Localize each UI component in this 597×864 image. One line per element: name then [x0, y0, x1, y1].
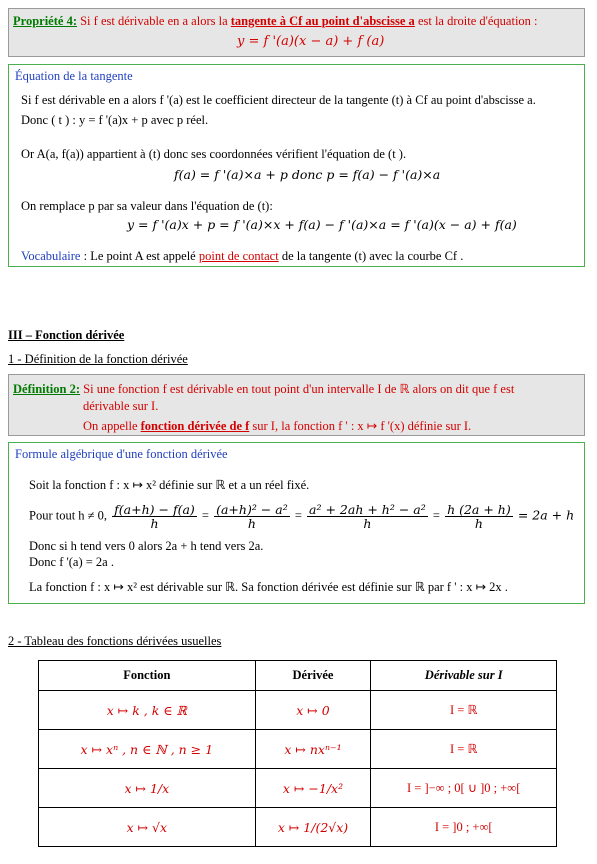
cell-derivative: x ↦ 0	[255, 691, 371, 730]
vocabulary-text2: de la tangente (t) avec la courbe Cf .	[278, 249, 464, 263]
formula-line-1: Soit la fonction f : x ↦ x² définie sur ℝ et a un réel fixé.	[29, 478, 310, 492]
fraction-3-den: h	[363, 516, 372, 532]
vocabulary-label: Vocabulaire	[21, 249, 81, 263]
definition-2-text3: On appelle	[83, 419, 141, 433]
table-row	[39, 691, 557, 730]
fraction-1-num: f(a+h) − f(a)	[114, 502, 195, 517]
property-4-label: Propriété 4:	[13, 14, 77, 28]
definition-2-text1: Si une fonction f est dérivable en tout point d'un intervalle I de ℝ alors on dit que f est	[80, 382, 515, 396]
definition-2-line-2: dérivable sur I.	[83, 399, 159, 413]
property-4-equation: y = f '(a)(x − a) + f (a)	[237, 34, 385, 49]
header-domain: Dérivable sur I	[371, 661, 557, 691]
section-3-title: III – Fonction dérivée	[8, 328, 125, 342]
vocabulary-highlight: point de contact	[198, 249, 279, 263]
cell-domain: I = ℝ	[371, 730, 557, 769]
formula-result: = 2a + h	[517, 507, 575, 523]
fraction-4-den: h	[474, 516, 483, 532]
property-4-text2: est la droite d'équation :	[414, 14, 538, 28]
tangent-line-2: Donc ( t ) : y = f '(a)x + p avec p réel.	[21, 113, 209, 127]
section-3-subtitle: 1 - Définition de la fonction dérivée	[8, 352, 188, 366]
property-4-text1: Si f est dérivable en a alors la	[76, 14, 231, 28]
formula-prefix: Pour tout h ≠ 0,	[29, 508, 108, 523]
derivatives-table	[38, 660, 557, 847]
tangent-line-6: y = f '(a)x + p = f '(a)×x + f(a) − f '(a)×a = f '(a)(x − a) + f(a)	[127, 217, 517, 232]
definition-2-line-3	[83, 418, 471, 434]
cell-domain: I = ℝ	[371, 691, 557, 730]
property-4-line	[13, 14, 538, 29]
definition-2-label: Définition 2:	[13, 382, 81, 396]
vocabulary-line	[21, 249, 463, 264]
property-4-box	[8, 8, 585, 57]
vocabulary-text1: : Le point A est appelé	[80, 249, 199, 263]
cell-derivative: x ↦ nxⁿ⁻¹	[255, 730, 371, 769]
tangent-line-3: Or A(a, f(a)) appartient à (t) donc ses coordonnées vérifient l'équation de (t ).	[21, 147, 407, 161]
fraction-4	[445, 503, 513, 530]
formula-line-3: Donc si h tend vers 0 alors 2a + h tend vers 2a.	[29, 539, 264, 553]
definition-2-text4: sur I, la fonction f ' : x ↦ f '(x) définie sur I.	[249, 419, 472, 433]
tangent-line-5: On remplace p par sa valeur dans l'équation de (t):	[21, 199, 273, 213]
cell-function: x ↦ 1/x	[39, 769, 256, 808]
tangent-line-1: Si f est dérivable en a alors f '(a) est le coefficient directeur de la tangente (t) à Cf au point d'abscisse a.	[21, 93, 536, 107]
header-function: Fonction	[39, 661, 256, 691]
definition-2-box	[8, 374, 585, 436]
header-derivative: Dérivée	[255, 661, 371, 691]
table-row	[39, 769, 557, 808]
definition-2-line-1	[13, 381, 514, 397]
fraction-2-num: (a+h)² − a²	[216, 502, 288, 517]
fraction-2	[214, 503, 290, 530]
fraction-2-den: h	[247, 516, 256, 532]
table-section-title: 2 - Tableau des fonctions dérivées usuelles	[8, 634, 222, 648]
cell-derivative: x ↦ 1/(2√x)	[255, 808, 371, 847]
fraction-1-den: h	[150, 516, 159, 532]
cell-domain: I = ]0 ; +∞[	[371, 808, 557, 847]
fraction-3	[307, 503, 428, 530]
formula-line-2: Pour tout h ≠ 0, $\frac{f(a+h) - f(a)}{h}$ = $\frac{\text{(a+h)² − a²}}{h}$ = $\frac{\text{a² + 2ah + h² − a²}}{h}$ = $\frac{h (2a + h)}{h}$ = 2a + h	[29, 502, 575, 532]
tangent-title: Équation de la tangente	[15, 69, 133, 83]
property-4-highlight: tangente à Cf au point d'abscisse a	[230, 14, 415, 28]
table-header-row	[39, 661, 557, 691]
definition-2-highlight: fonction dérivée de f	[140, 419, 250, 433]
cell-function: x ↦ xⁿ , n ∈ ℕ , n ≥ 1	[39, 730, 256, 769]
tangent-line-4: f(a) = f '(a)×a + p donc p = f(a) − f '(a)×a	[174, 167, 441, 182]
formula-line-4: Donc f '(a) = 2a .	[29, 555, 114, 569]
cell-domain: I = ]−∞ ; 0[ ∪ ]0 ; +∞[	[371, 769, 557, 808]
cell-function: x ↦ √x	[39, 808, 256, 847]
cell-function: x ↦ k , k ∈ ℝ	[39, 691, 256, 730]
cell-derivative: x ↦ −1/x²	[255, 769, 371, 808]
table-row	[39, 808, 557, 847]
formula-title: Formule algébrique d'une fonction dérivée	[15, 447, 228, 461]
fraction-4-num: h (2a + h)	[447, 502, 511, 517]
fraction-3-num: a² + 2ah + h² − a²	[309, 502, 426, 517]
tangent-box	[8, 64, 585, 267]
formula-box	[8, 442, 585, 604]
fraction-1	[112, 503, 197, 530]
formula-line-5: La fonction f : x ↦ x² est dérivable sur ℝ. Sa fonction dérivée est définie sur ℝ par f ' : x ↦ 2x .	[29, 580, 508, 594]
table-row	[39, 730, 557, 769]
